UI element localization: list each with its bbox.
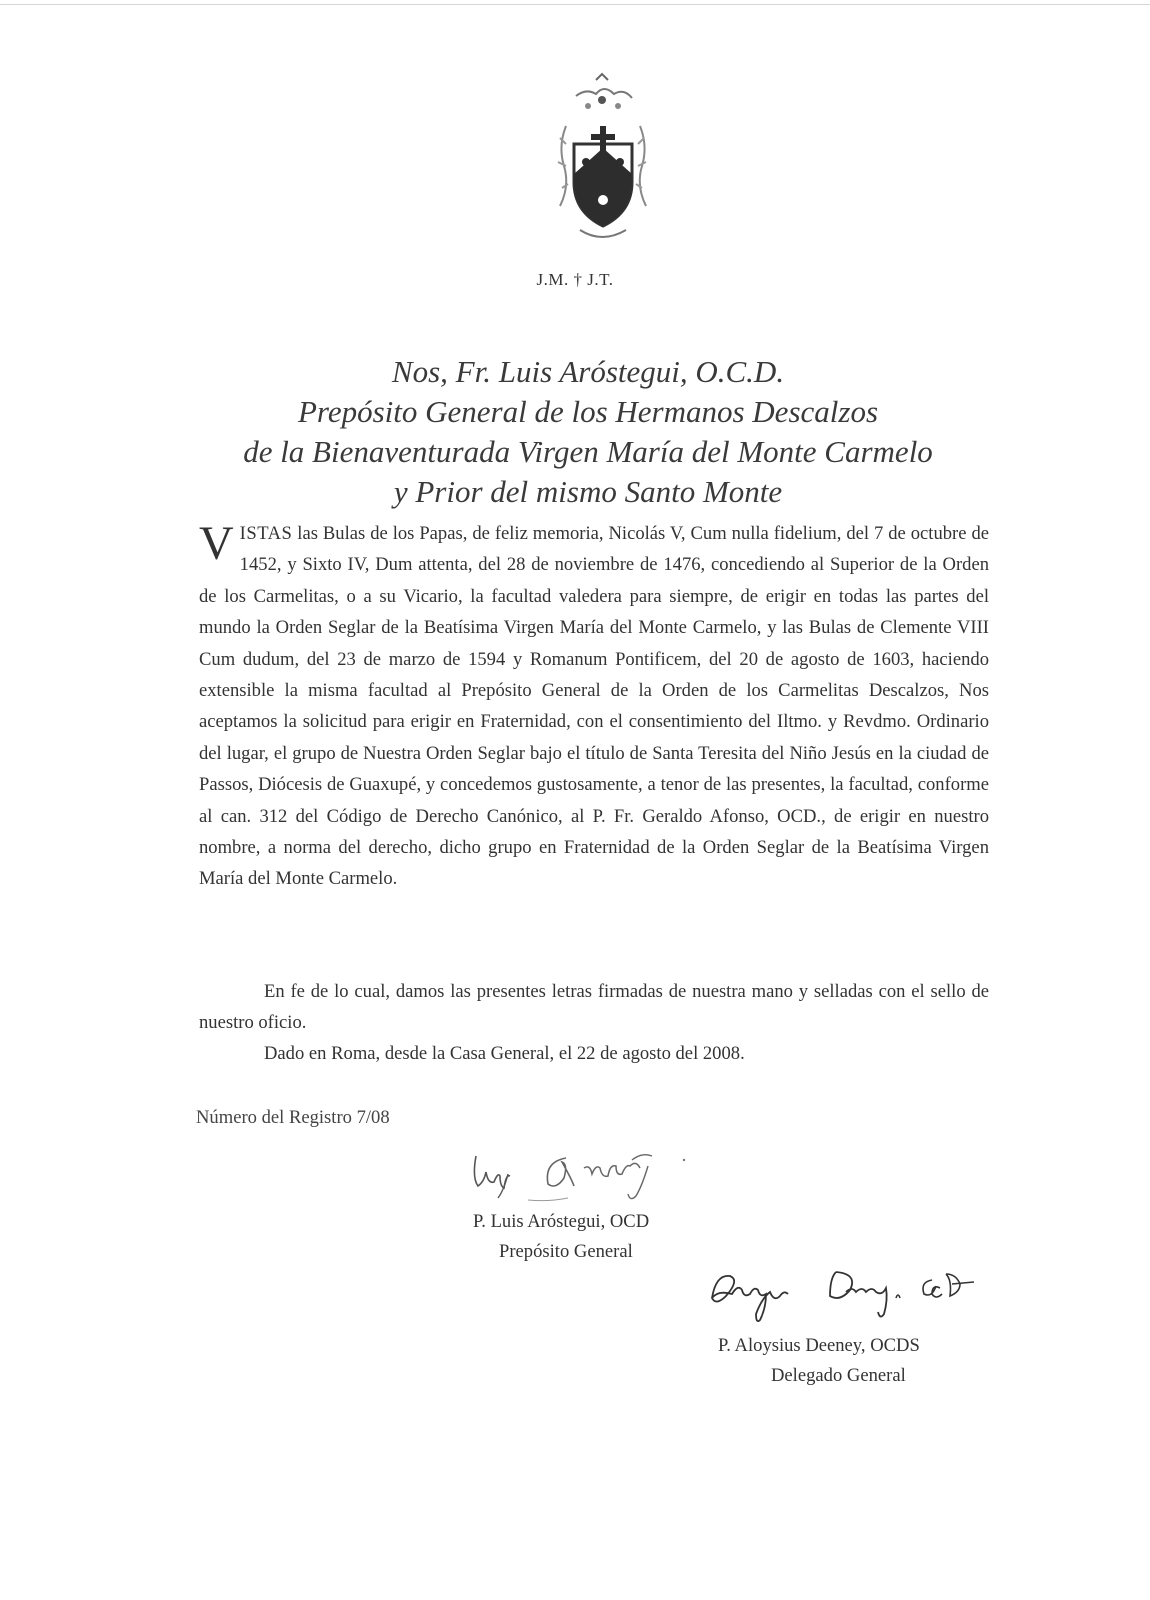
heading-line-4: y Prior del mismo Santo Monte: [393, 474, 783, 509]
signatory-2-title: Delegado General: [771, 1365, 906, 1386]
drop-cap: V: [199, 517, 234, 570]
carmelite-crest-icon: [536, 66, 666, 246]
signatory-1: [470, 1207, 710, 1267]
signatory-1-name: P. Luis Aróstegui, OCD: [473, 1211, 650, 1232]
monogram-jmjt: J.M. † J.T.: [536, 270, 614, 289]
registry-number: Número del Registro 7/08: [196, 1107, 390, 1128]
letter-heading: [0, 352, 1150, 512]
decree-text: las Bulas de los Papas, de feliz memoria, Nicolás V, Cum nulla fidelium, del 7 de octubre de 1452, y Sixto IV, Dum attenta, del 28 de noviembre de 1476, concediendo al Superior de la Orden de los Carmelitas, o a su Vicario, la facultad valedera para siempre, de erigir en todas las partes del mundo la Orden Seglar de la Beatísima Virgen María del Monte Carmelo, y las Bulas de Clemente VIII Cum dudum, del 23 de marzo de 1594 y Romanum Pontificem, del 20 de agosto de 1603, haciendo extensible la misma facultad al Prepósito General de la Orden de los Carmelitas Descalzos, Nos aceptamos la solicitud para erigir en Fraternidad, con el consentimiento del Iltmo. y Revdmo. Ordinario del lugar, el grupo de Nuestra Orden Seglar bajo el título de Santa Teresita del Niño Jesús en la ciudad de Passos, Diócesis de Guaxupé, y concedemos gustosamente, a tenor de las presentes, la facultad, conforme al can. 312 del Código de Derecho Canónico, al P. Fr. Geraldo Afonso, OCD., de erigir en nuestro nombre, a norma del derecho, dicho grupo en Fraternidad de la Orden Seglar de la Beatísima Virgen María del Monte Carmelo.: [199, 523, 989, 890]
signatory-2-name: P. Aloysius Deeney, OCDS: [718, 1335, 920, 1356]
heading-line-1: Nos, Fr. Luis Aróstegui, O.C.D.: [391, 354, 785, 389]
decree-body: [199, 518, 989, 895]
signature-aloysius-deeney: [696, 1258, 986, 1328]
heading-line-2: Prepósito General de los Hermanos Descalzos: [297, 394, 879, 429]
scan-edge-line: [0, 4, 1150, 5]
closing-paragraph: En fe de lo cual, damos las presentes letras firmadas de nuestra mano y selladas con el sello de nuestro oficio.: [199, 981, 989, 1034]
heading-line-3: de la Bienaventurada Virgen María del Monte Carmelo: [243, 434, 933, 469]
signatory-2: [718, 1331, 988, 1391]
first-word: ISTAS: [239, 523, 293, 544]
dated-line: Dado en Roma, desde la Casa General, el 22 de agosto del 2008.: [264, 1043, 745, 1064]
signature-luis-arostegui: [462, 1138, 692, 1208]
signatory-1-title: Prepósito General: [499, 1241, 633, 1262]
